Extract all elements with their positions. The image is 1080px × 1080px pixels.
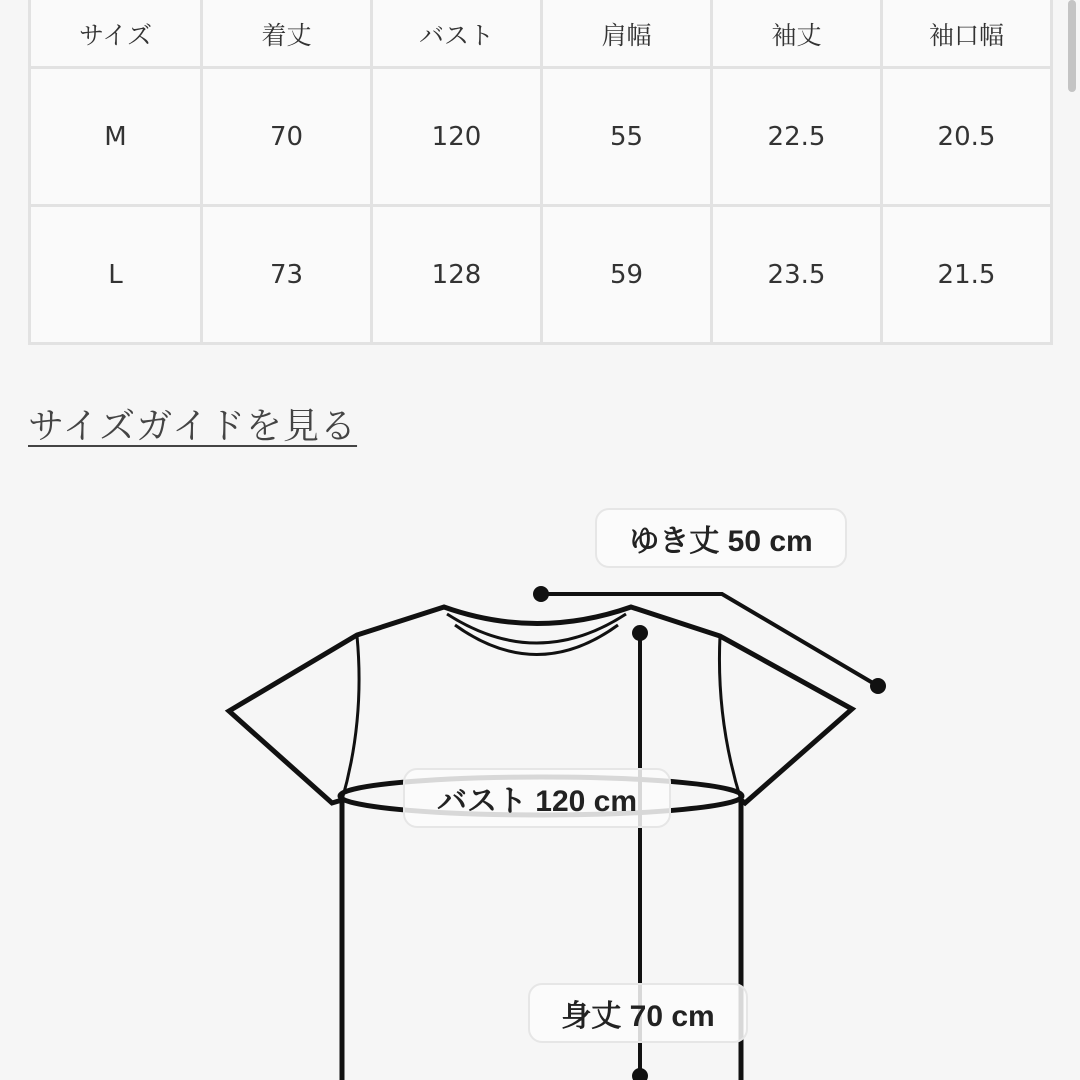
table-cell: L	[30, 206, 202, 344]
table-cell: 20.5	[882, 68, 1052, 206]
yuki-end-dot	[870, 678, 886, 694]
table-cell: 21.5	[882, 206, 1052, 344]
table-cell: 128	[372, 206, 542, 344]
table-cell: 120	[372, 68, 542, 206]
header-cuff-width: 袖口幅	[882, 0, 1052, 68]
left-sleeve-seam	[342, 636, 359, 800]
table-cell: 59	[542, 206, 712, 344]
header-sleeve-length: 袖丈	[712, 0, 882, 68]
header-size: サイズ	[30, 0, 202, 68]
mitake-end-dot	[632, 1068, 648, 1080]
collar-outer-line	[455, 625, 618, 655]
table-cell: 73	[202, 206, 372, 344]
table-cell: 55	[542, 68, 712, 206]
header-shoulder: 肩幅	[542, 0, 712, 68]
mitake-label: 身丈 70 cm	[528, 983, 748, 1043]
mitake-start-dot	[632, 625, 648, 641]
table-cell: 23.5	[712, 206, 882, 344]
bust-label: バスト 120 cm	[403, 768, 671, 828]
size-guide-link[interactable]: サイズガイドを見る	[28, 406, 358, 447]
header-length: 着丈	[202, 0, 372, 68]
yuki-start-dot	[533, 586, 549, 602]
header-bust: バスト	[372, 0, 542, 68]
table-cell: 22.5	[712, 68, 882, 206]
right-sleeve-seam	[719, 636, 741, 800]
table-cell: 70	[202, 68, 372, 206]
yuki-label: ゆき丈 50 cm	[595, 508, 847, 568]
table-cell: M	[30, 68, 202, 206]
